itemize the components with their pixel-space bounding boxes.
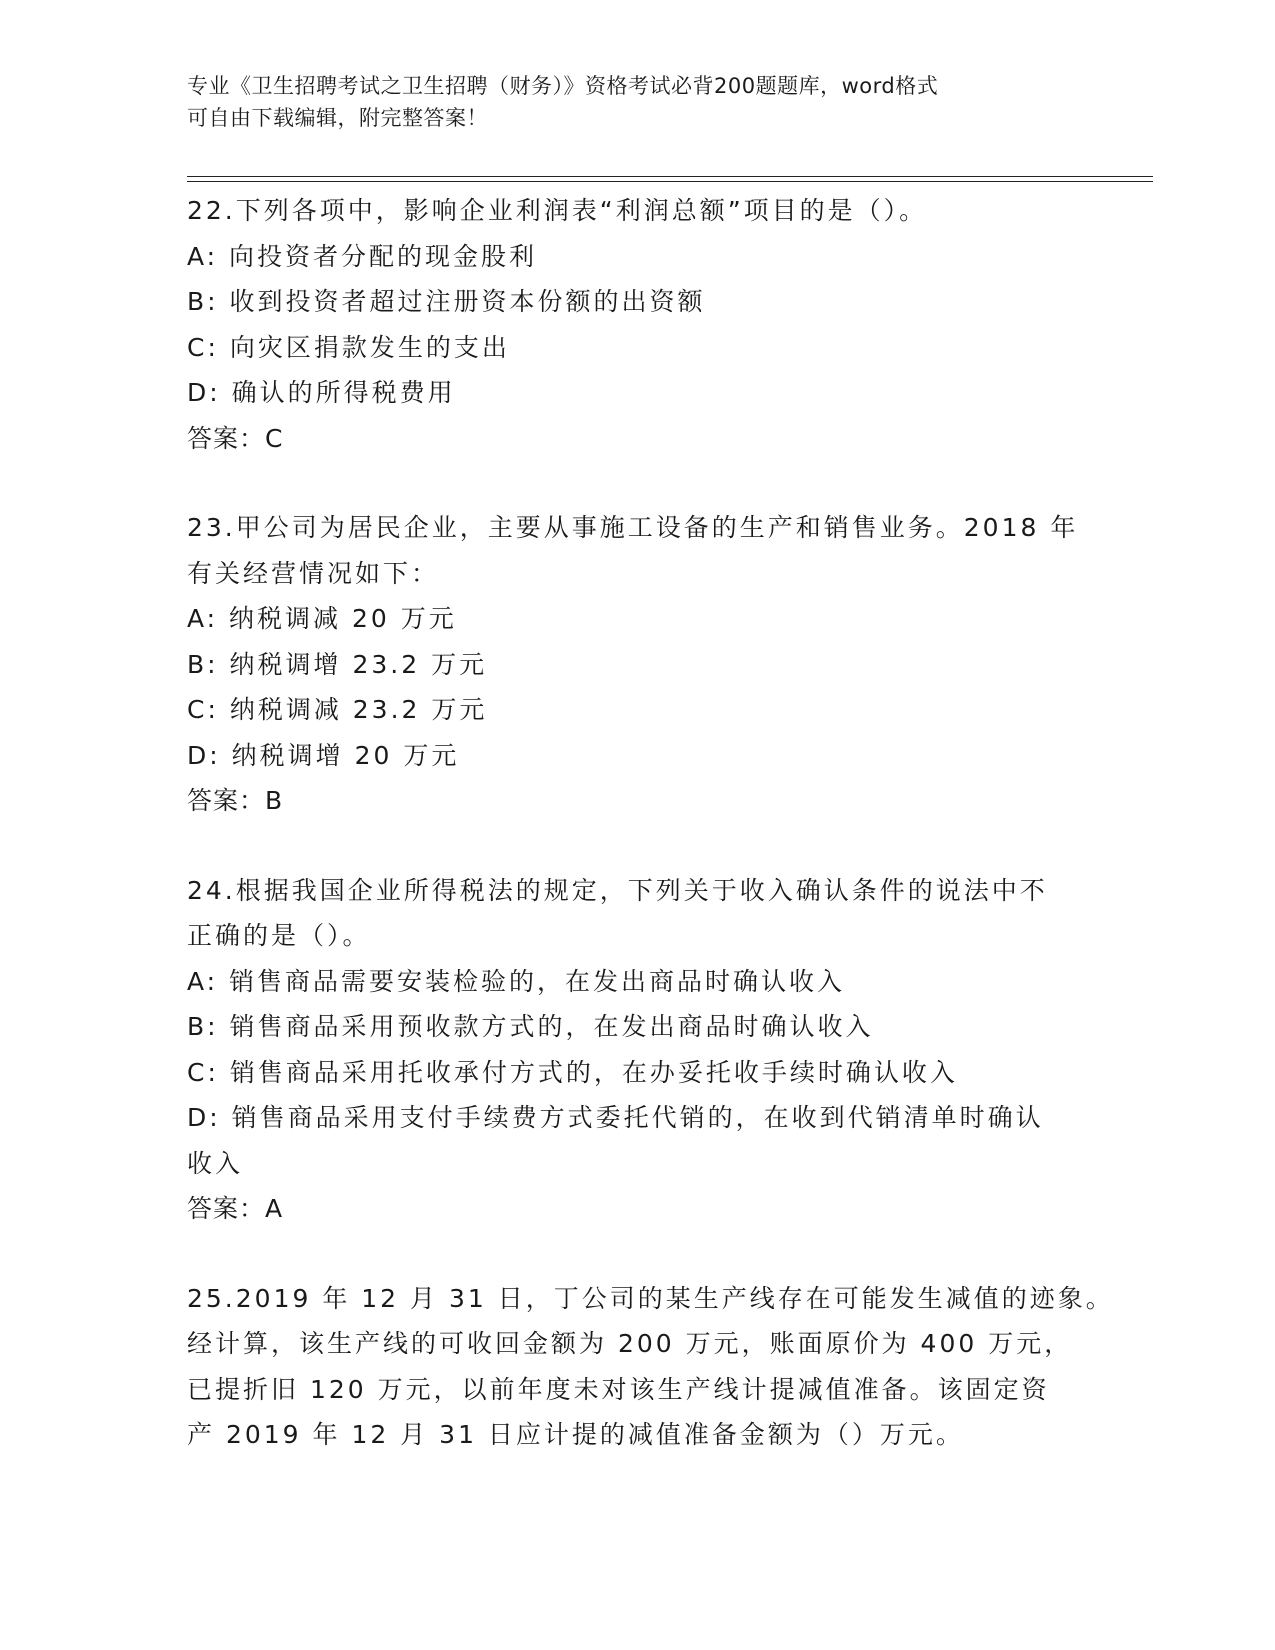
option-b: B: 销售商品采用预收款方式的，在发出商品时确认收入 (187, 1012, 874, 1041)
question-24 (187, 868, 1087, 1232)
question-stem-line: 25.2019 年 12 月 31 日，丁公司的某生产线存在可能发生减值的迹象。 (187, 1283, 1114, 1313)
question-stem-line: 已提折旧 120 万元，以前年度未对该生产线计提减值准备。该固定资 (187, 1374, 1050, 1404)
option-d-continued: 收入 (187, 1148, 244, 1178)
header-line-2: 可自由下载编辑，附完整答案！ (187, 106, 488, 130)
option-c: C: 纳税调减 23.2 万元 (187, 695, 488, 724)
option-d: D: 纳税调增 20 万元 (187, 740, 460, 770)
document-header (187, 70, 1087, 134)
question-stem-line: 22.下列各项中，影响企业利润表“利润总额”项目的是（）。 (187, 196, 928, 225)
answer-label: 答案：B (187, 786, 284, 815)
question-list (187, 188, 1114, 1458)
question-spacer (187, 824, 1087, 868)
header-divider-top (187, 176, 1153, 177)
option-d: D: 销售商品采用支付手续费方式委托代销的，在收到代销清单时确认 (187, 1103, 1044, 1132)
header-divider-bottom (187, 181, 1153, 182)
option-a: A: 纳税调减 20 万元 (187, 604, 457, 633)
option-c: C: 向灾区捐款发生的支出 (187, 332, 510, 362)
question-stem-line: 产 2019 年 12 月 31 日应计提的减值准备金额为（）万元。 (187, 1420, 964, 1449)
question-22 (187, 188, 1087, 461)
option-a: A: 销售商品需要安装检验的，在发出商品时确认收入 (187, 966, 846, 996)
question-23 (187, 505, 1087, 824)
question-stem-line: 24.根据我国企业所得税法的规定，下列关于收入确认条件的说法中不 (187, 875, 1048, 905)
option-a: A: 向投资者分配的现金股利 (187, 241, 538, 271)
option-d: D: 确认的所得税费用 (187, 378, 456, 407)
option-b: B: 纳税调增 23.2 万元 (187, 649, 488, 679)
answer-label: 答案：A (187, 1194, 284, 1223)
option-c: C: 销售商品采用托收承付方式的，在办妥托收手续时确认收入 (187, 1057, 958, 1087)
question-stem-line: 经计算，该生产线的可收回金额为 200 万元，账面原价为 400 万元， (187, 1329, 1073, 1358)
question-stem-line: 23.甲公司为居民企业，主要从事施工设备的生产和销售业务。2018 年 (187, 513, 1079, 542)
question-spacer (187, 1232, 1087, 1276)
question-stem-line: 有关经营情况如下： (187, 558, 440, 588)
question-25 (187, 1276, 1114, 1458)
header-line-1: 专业《卫生招聘考试之卫生招聘（财务）》资格考试必背200题题库，word格式 (187, 74, 939, 98)
question-spacer (187, 461, 1087, 505)
answer-label: 答案：C (187, 423, 284, 453)
question-stem-line: 正确的是（）。 (187, 921, 371, 950)
option-b: B: 收到投资者超过注册资本份额的出资额 (187, 287, 706, 316)
